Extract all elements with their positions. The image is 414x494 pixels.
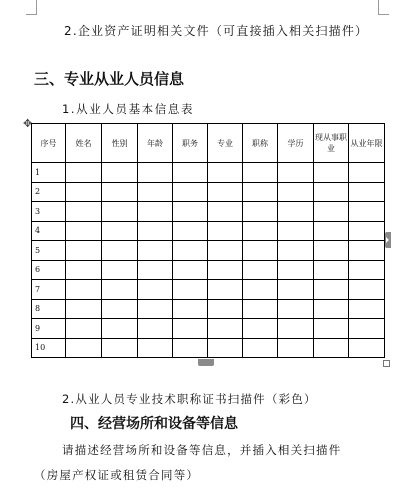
empty-cell[interactable]	[208, 202, 243, 222]
empty-cell[interactable]	[173, 163, 208, 183]
empty-cell[interactable]	[243, 260, 278, 280]
empty-cell[interactable]	[278, 338, 314, 358]
empty-cell[interactable]	[138, 202, 173, 222]
empty-cell[interactable]	[66, 280, 102, 300]
header-cell: 学历	[278, 124, 314, 163]
empty-cell[interactable]	[278, 260, 314, 280]
row-number-cell[interactable]: 6	[32, 260, 66, 280]
empty-cell[interactable]	[278, 182, 314, 202]
empty-cell[interactable]	[278, 221, 314, 241]
empty-cell[interactable]	[349, 260, 385, 280]
empty-cell[interactable]	[349, 319, 385, 339]
table-row	[32, 319, 385, 339]
empty-cell[interactable]	[138, 260, 173, 280]
row-number-cell[interactable]: 7	[32, 280, 66, 300]
empty-cell[interactable]	[208, 241, 243, 261]
table-header-row	[32, 124, 385, 163]
empty-cell[interactable]	[349, 299, 385, 319]
empty-cell[interactable]	[314, 299, 349, 319]
premises-document-note: （房屋产权证或租赁合同等）	[34, 468, 200, 482]
empty-cell[interactable]	[102, 338, 138, 358]
empty-cell[interactable]	[314, 280, 349, 300]
empty-cell[interactable]	[66, 182, 102, 202]
empty-cell[interactable]	[173, 182, 208, 202]
empty-cell[interactable]	[278, 299, 314, 319]
empty-cell[interactable]	[66, 202, 102, 222]
empty-cell[interactable]	[349, 338, 385, 358]
section-4-heading: 四、经营场所和设备等信息	[70, 416, 238, 432]
row-number-cell[interactable]: 3	[32, 202, 66, 222]
empty-cell[interactable]	[243, 241, 278, 261]
empty-cell[interactable]	[138, 221, 173, 241]
empty-cell[interactable]	[278, 280, 314, 300]
empty-cell[interactable]	[243, 299, 278, 319]
staff-info-table[interactable]	[31, 123, 385, 358]
empty-cell[interactable]	[208, 221, 243, 241]
empty-cell[interactable]	[102, 163, 138, 183]
empty-cell[interactable]	[243, 163, 278, 183]
empty-cell[interactable]	[314, 182, 349, 202]
row-number-cell[interactable]: 9	[32, 319, 66, 339]
empty-cell[interactable]	[208, 338, 243, 358]
empty-cell[interactable]	[138, 241, 173, 261]
header-cell: 从业年限	[349, 124, 385, 163]
header-cell: 职称	[243, 124, 278, 163]
empty-cell[interactable]	[173, 221, 208, 241]
empty-cell[interactable]	[102, 280, 138, 300]
empty-cell[interactable]	[102, 221, 138, 241]
empty-cell[interactable]	[314, 221, 349, 241]
row-number-cell[interactable]: 2	[32, 182, 66, 202]
empty-cell[interactable]	[173, 202, 208, 222]
empty-cell[interactable]	[173, 241, 208, 261]
add-row-tab-icon[interactable]	[198, 359, 214, 366]
asset-proof-line: 2.企业资产证明相关文件（可直接插入相关扫描件）	[64, 24, 369, 38]
table-resize-handle-icon[interactable]	[383, 360, 390, 367]
row-number-cell[interactable]: 1	[32, 163, 66, 183]
table-row	[32, 221, 385, 241]
empty-cell[interactable]	[243, 202, 278, 222]
empty-cell[interactable]	[138, 163, 173, 183]
empty-cell[interactable]	[314, 241, 349, 261]
empty-cell[interactable]	[173, 319, 208, 339]
empty-cell[interactable]	[138, 299, 173, 319]
add-column-tab-icon[interactable]	[385, 232, 391, 248]
empty-cell[interactable]	[278, 202, 314, 222]
table-row	[32, 280, 385, 300]
premises-instruction-text: 请描述经营场所和设备等信息，并插入相关扫描件	[62, 443, 342, 457]
table-row	[32, 299, 385, 319]
header-cell: 职务	[173, 124, 208, 163]
empty-cell[interactable]	[138, 319, 173, 339]
table-row	[32, 260, 385, 280]
header-cell: 专业	[208, 124, 243, 163]
empty-cell[interactable]	[208, 319, 243, 339]
empty-cell[interactable]	[243, 280, 278, 300]
empty-cell[interactable]	[278, 163, 314, 183]
empty-cell[interactable]	[243, 319, 278, 339]
table-move-handle-icon[interactable]: ✥	[23, 117, 33, 130]
empty-cell[interactable]	[173, 280, 208, 300]
empty-cell[interactable]	[349, 163, 385, 183]
table-row	[32, 202, 385, 222]
empty-cell[interactable]	[243, 221, 278, 241]
certificate-scan-caption: 2.从业人员专业技术职称证书扫描件（彩色）	[62, 392, 317, 406]
empty-cell[interactable]	[349, 221, 385, 241]
row-number-cell[interactable]: 4	[32, 221, 66, 241]
empty-cell[interactable]	[138, 280, 173, 300]
table-row	[32, 182, 385, 202]
empty-cell[interactable]	[314, 163, 349, 183]
page-corner-marker-right	[378, 0, 389, 15]
empty-cell[interactable]	[66, 319, 102, 339]
empty-cell[interactable]	[314, 202, 349, 222]
empty-cell[interactable]	[314, 338, 349, 358]
row-number-cell[interactable]: 5	[32, 241, 66, 261]
header-cell: 性别	[102, 124, 138, 163]
empty-cell[interactable]	[66, 221, 102, 241]
empty-cell[interactable]	[102, 260, 138, 280]
empty-cell[interactable]	[66, 163, 102, 183]
header-cell: 序号	[32, 124, 66, 163]
section-3-heading: 三、专业从业人员信息	[34, 70, 185, 88]
empty-cell[interactable]	[208, 280, 243, 300]
table-row	[32, 338, 385, 358]
empty-cell[interactable]	[278, 319, 314, 339]
empty-cell[interactable]	[243, 182, 278, 202]
empty-cell[interactable]	[349, 241, 385, 261]
empty-cell[interactable]	[102, 241, 138, 261]
empty-cell[interactable]	[102, 202, 138, 222]
row-number-cell[interactable]: 10	[32, 338, 66, 358]
empty-cell[interactable]	[349, 280, 385, 300]
empty-cell[interactable]	[208, 182, 243, 202]
staff-table-caption: 1.从业人员基本信息表	[62, 102, 195, 116]
empty-cell[interactable]	[66, 241, 102, 261]
header-cell: 姓名	[66, 124, 102, 163]
empty-cell[interactable]	[102, 299, 138, 319]
empty-cell[interactable]	[208, 260, 243, 280]
row-number-cell[interactable]: 8	[32, 299, 66, 319]
empty-cell[interactable]	[173, 299, 208, 319]
empty-cell[interactable]	[314, 319, 349, 339]
page-corner-marker-left	[26, 0, 37, 15]
empty-cell[interactable]	[66, 338, 102, 358]
empty-cell[interactable]	[66, 260, 102, 280]
empty-cell[interactable]	[102, 319, 138, 339]
empty-cell[interactable]	[278, 241, 314, 261]
empty-cell[interactable]	[102, 182, 138, 202]
empty-cell[interactable]	[66, 299, 102, 319]
header-cell: 现从事职业	[314, 124, 349, 163]
empty-cell[interactable]	[173, 338, 208, 358]
table-row	[32, 241, 385, 261]
empty-cell[interactable]	[138, 182, 173, 202]
empty-cell[interactable]	[208, 299, 243, 319]
empty-cell[interactable]	[349, 182, 385, 202]
empty-cell[interactable]	[208, 163, 243, 183]
empty-cell[interactable]	[349, 202, 385, 222]
table-row	[32, 163, 385, 183]
empty-cell[interactable]	[314, 260, 349, 280]
header-cell: 年龄	[138, 124, 173, 163]
empty-cell[interactable]	[138, 338, 173, 358]
empty-cell[interactable]	[173, 260, 208, 280]
empty-cell[interactable]	[243, 338, 278, 358]
